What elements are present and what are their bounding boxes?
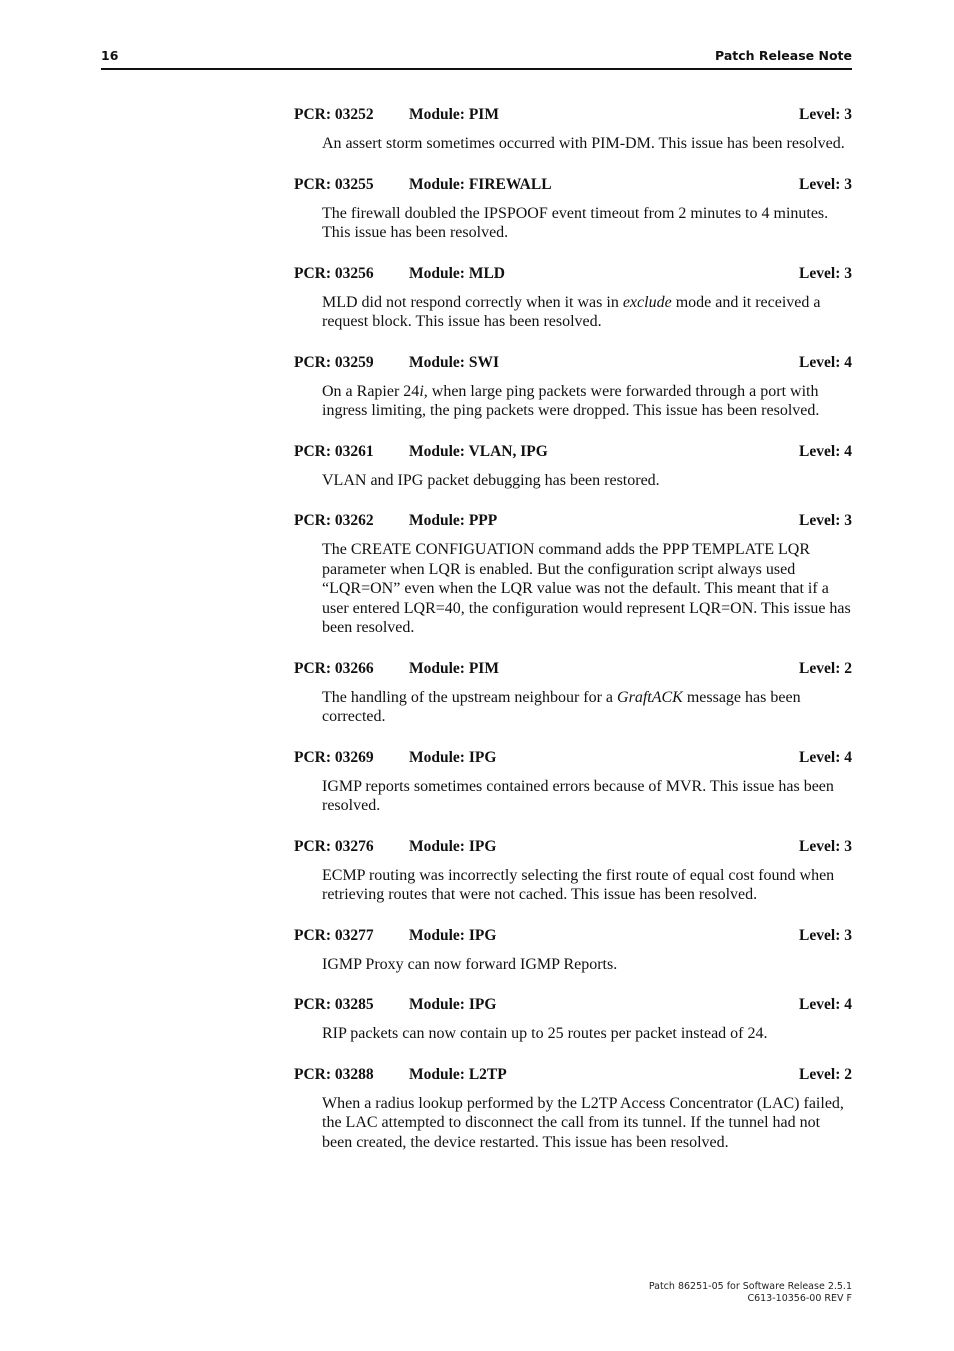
pcr-entry-heading — [294, 838, 852, 858]
pcr-entry — [294, 512, 852, 638]
pcr-entry — [294, 354, 852, 421]
pcr-entry — [294, 838, 852, 905]
severity-level: Level: 3 — [799, 512, 852, 529]
footer-patch-line: Patch 86251-05 for Software Release 2.5.1 — [648, 1281, 852, 1292]
module-name: Module: L2TP — [409, 1065, 507, 1083]
description-text: RIP packets can now contain up to 25 routes per packet instead of 24. — [322, 1025, 768, 1042]
severity-level: Level: 3 — [799, 264, 852, 282]
pcr-description — [322, 382, 852, 421]
pcr-description — [322, 540, 852, 638]
pcr-description — [322, 777, 852, 816]
pcr-entry — [294, 265, 852, 332]
pcr-number: PCR: 03285 — [294, 996, 374, 1013]
pcr-description — [322, 866, 852, 905]
pcr-description — [322, 471, 852, 491]
module-name: Module: IPG — [409, 926, 497, 944]
module-name: Module: VLAN, IPG — [409, 442, 548, 460]
pcr-entry — [294, 443, 852, 491]
pcr-number: PCR: 03256 — [294, 264, 374, 282]
severity-level: Level: 4 — [799, 996, 852, 1013]
description-text: mode and it received a request block. This issue has been resolved. — [322, 293, 821, 330]
page-number: 16 — [101, 48, 119, 63]
pcr-entry — [294, 660, 852, 727]
pcr-number: PCR: 03252 — [294, 106, 374, 123]
module-name: Module: PIM — [409, 106, 499, 123]
description-text: The handling of the upstream neighbour for a — [322, 688, 618, 706]
pcr-number: PCR: 03288 — [294, 1065, 374, 1083]
severity-level: Level: 3 — [799, 175, 852, 193]
description-text: MLD did not respond correctly when it was in — [322, 293, 623, 311]
page-header — [101, 48, 852, 70]
pcr-number: PCR: 03276 — [294, 837, 374, 855]
pcr-entry-heading — [294, 443, 852, 463]
module-name: Module: FIREWALL — [409, 175, 552, 193]
description-text: On a Rapier 24 — [322, 382, 420, 400]
pcr-number: PCR: 03266 — [294, 659, 374, 677]
pcr-entry-heading — [294, 265, 852, 285]
severity-level: Level: 3 — [799, 926, 852, 944]
severity-level: Level: 4 — [799, 353, 852, 371]
description-text: VLAN and IPG packet debugging has been restored. — [322, 471, 660, 489]
pcr-entry — [294, 176, 852, 243]
pcr-number: PCR: 03277 — [294, 926, 374, 944]
pcr-entry — [294, 749, 852, 816]
description-text: message has been corrected. — [322, 688, 801, 725]
severity-level: Level: 4 — [799, 442, 852, 460]
emphasized-term: GraftACK — [617, 688, 683, 706]
pcr-description — [322, 293, 852, 332]
pcr-description — [322, 688, 852, 727]
description-text: when large ping packets were forwarded through a port with ingress limiting, the ping packets were dropped. This issue has been resolved. — [322, 382, 820, 419]
pcr-entry-heading — [294, 996, 852, 1016]
page-footer — [649, 1281, 852, 1305]
pcr-number: PCR: 03255 — [294, 175, 374, 193]
description-text: ECMP routing was incorrectly selecting the first route of equal cost found when retrieving routes that were not cached. This issue has been resolved. — [322, 866, 835, 903]
module-name: Module: PPP — [409, 512, 498, 529]
pcr-entry-heading — [294, 927, 852, 947]
pcr-description — [322, 134, 852, 154]
module-name: Module: IPG — [409, 748, 497, 766]
pcr-description — [322, 1094, 852, 1153]
severity-level: Level: 3 — [799, 106, 852, 123]
pcr-entry-list — [294, 106, 852, 1152]
severity-level: Level: 4 — [799, 748, 852, 766]
severity-level: Level: 3 — [799, 837, 852, 855]
pcr-description — [322, 955, 852, 975]
pcr-number: PCR: 03259 — [294, 353, 374, 371]
emphasized-term: exclude — [622, 293, 672, 311]
pcr-entry — [294, 996, 852, 1044]
pcr-description — [322, 204, 852, 243]
description-text: The firewall doubled the IPSPOOF event timeout from 2 minutes to 4 minutes. This issue has been resolved. — [322, 204, 829, 241]
pcr-number: PCR: 03269 — [294, 748, 374, 766]
pcr-description — [322, 1024, 852, 1044]
pcr-entry — [294, 1066, 852, 1153]
module-name: Module: MLD — [409, 264, 506, 282]
footer-doc-code: C613-10356-00 REV F — [747, 1293, 852, 1304]
severity-level: Level: 2 — [799, 659, 852, 677]
pcr-entry — [294, 927, 852, 975]
description-text: When a radius lookup performed by the L2TP Access Concentrator (LAC) failed, the LAC attempted to disconnect the call from its tunnel. If the tunnel had not been created, the device restarted. This issue has been resolved. — [322, 1094, 844, 1151]
module-name: Module: IPG — [409, 996, 497, 1013]
module-name: Module: IPG — [409, 837, 497, 855]
pcr-entry — [294, 106, 852, 154]
pcr-entry-heading — [294, 354, 852, 374]
pcr-entry-heading — [294, 1066, 852, 1086]
description-text: IGMP reports sometimes contained errors because of MVR. This issue has been resolved. — [322, 777, 834, 814]
module-name: Module: SWI — [409, 353, 499, 371]
pcr-entry-heading — [294, 512, 852, 532]
pcr-entry-heading — [294, 176, 852, 196]
description-text: IGMP Proxy can now forward IGMP Reports. — [322, 955, 618, 973]
pcr-entry-heading — [294, 660, 852, 680]
pcr-number: PCR: 03262 — [294, 512, 374, 529]
module-name: Module: PIM — [409, 659, 499, 677]
severity-level: Level: 2 — [799, 1065, 852, 1083]
pcr-number: PCR: 03261 — [294, 442, 374, 460]
pcr-entry-heading — [294, 749, 852, 769]
description-text: An assert storm sometimes occurred with PIM-DM. This issue has been resolved. — [322, 135, 845, 152]
description-text: The CREATE CONFIGUATION command adds the PPP TEMPLATE LQR parameter when LQR is enabled. But the configuration script always used “LQR=ON” even when the LQR value was not the default. This meant that if a user entered LQR=40, the configuration would represent LQR=ON. This issue has been resolved. — [322, 541, 851, 636]
document-title: Patch Release Note — [715, 48, 852, 63]
pcr-entry-heading — [294, 106, 852, 126]
emphasized-term: i, — [419, 382, 428, 400]
